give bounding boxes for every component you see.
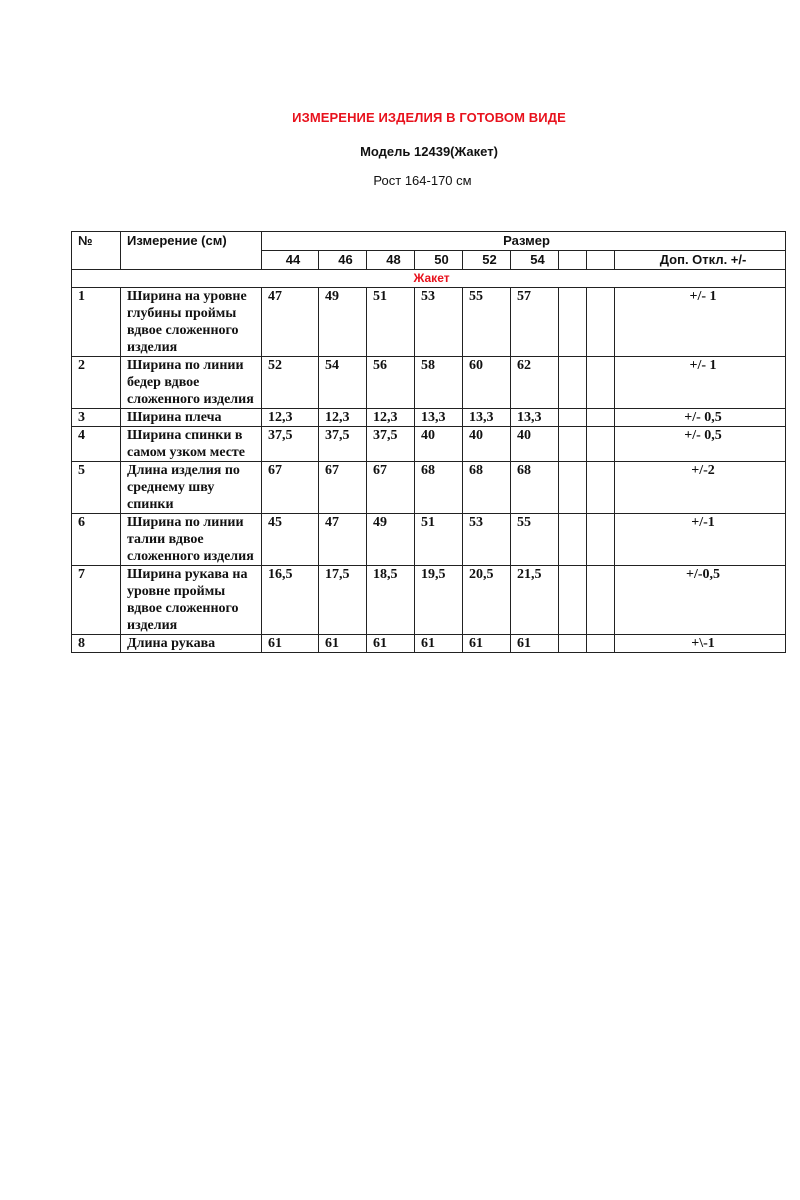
empty-value-cell bbox=[559, 288, 587, 357]
height-label: Рост 164-170 см bbox=[373, 173, 472, 188]
size-48-header: 48 bbox=[367, 251, 415, 270]
size-value-cell: 52 bbox=[262, 357, 319, 409]
measure-name-cell: Ширина на уровне глубины проймы вдвое сложенного изделия bbox=[121, 288, 262, 357]
tolerance-header: Доп. Откл. +/- bbox=[615, 251, 786, 270]
empty-value-cell bbox=[559, 514, 587, 566]
tolerance-cell: +/-2 bbox=[615, 462, 786, 514]
measure-name-cell: Ширина спинки в самом узком месте bbox=[121, 427, 262, 462]
num-header: № bbox=[72, 232, 121, 270]
size-value-cell: 51 bbox=[415, 514, 463, 566]
empty-value-cell bbox=[587, 514, 615, 566]
row-number-cell: 5 bbox=[72, 462, 121, 514]
size-value-cell: 40 bbox=[511, 427, 559, 462]
table-row bbox=[72, 427, 786, 462]
size-value-cell: 20,5 bbox=[463, 566, 511, 635]
size-value-cell: 67 bbox=[262, 462, 319, 514]
row-number-cell: 3 bbox=[72, 409, 121, 427]
table-row bbox=[72, 514, 786, 566]
size-value-cell: 51 bbox=[367, 288, 415, 357]
measurement-table bbox=[71, 231, 786, 653]
size-value-cell: 53 bbox=[463, 514, 511, 566]
size-value-cell: 61 bbox=[367, 635, 415, 653]
document-title: ИЗМЕРЕНИЕ ИЗДЕЛИЯ В ГОТОВОМ ВИДЕ bbox=[292, 110, 566, 125]
size-value-cell: 45 bbox=[262, 514, 319, 566]
size-value-cell: 12,3 bbox=[319, 409, 367, 427]
size-value-cell: 61 bbox=[319, 635, 367, 653]
size-value-cell: 16,5 bbox=[262, 566, 319, 635]
measure-name-cell: Ширина рукава на уровне проймы вдвое сложенного изделия bbox=[121, 566, 262, 635]
size-value-cell: 12,3 bbox=[367, 409, 415, 427]
measure-name-cell: Длина рукава bbox=[121, 635, 262, 653]
table-row bbox=[72, 462, 786, 514]
row-number-cell: 8 bbox=[72, 635, 121, 653]
empty-value-cell bbox=[559, 409, 587, 427]
size-50-header: 50 bbox=[415, 251, 463, 270]
size-44-header: 44 bbox=[262, 251, 319, 270]
size-value-cell: 49 bbox=[319, 288, 367, 357]
measure-name-cell: Длина изделия по среднему шву спинки bbox=[121, 462, 262, 514]
table-row bbox=[72, 409, 786, 427]
size-value-cell: 58 bbox=[415, 357, 463, 409]
size-value-cell: 53 bbox=[415, 288, 463, 357]
size-value-cell: 55 bbox=[511, 514, 559, 566]
empty-value-cell bbox=[559, 635, 587, 653]
size-46-header: 46 bbox=[319, 251, 367, 270]
measure-name-cell: Ширина плеча bbox=[121, 409, 262, 427]
row-number-cell: 6 bbox=[72, 514, 121, 566]
table-row bbox=[72, 635, 786, 653]
measure-header: Измерение (см) bbox=[121, 232, 262, 270]
tolerance-cell: +/- 1 bbox=[615, 357, 786, 409]
header-row-1 bbox=[72, 232, 786, 251]
measure-name-cell: Ширина по линии талии вдвое сложенного изделия bbox=[121, 514, 262, 566]
size-value-cell: 61 bbox=[262, 635, 319, 653]
section-row bbox=[72, 270, 786, 288]
tolerance-cell: +/- 0,5 bbox=[615, 409, 786, 427]
table-row bbox=[72, 357, 786, 409]
empty-size-cell bbox=[559, 251, 587, 270]
size-value-cell: 21,5 bbox=[511, 566, 559, 635]
size-value-cell: 19,5 bbox=[415, 566, 463, 635]
empty-value-cell bbox=[559, 357, 587, 409]
tolerance-cell: +\-1 bbox=[615, 635, 786, 653]
empty-value-cell bbox=[587, 427, 615, 462]
size-value-cell: 37,5 bbox=[319, 427, 367, 462]
row-number-cell: 7 bbox=[72, 566, 121, 635]
empty-value-cell bbox=[559, 566, 587, 635]
size-value-cell: 37,5 bbox=[262, 427, 319, 462]
table-row bbox=[72, 566, 786, 635]
size-value-cell: 13,3 bbox=[463, 409, 511, 427]
size-value-cell: 56 bbox=[367, 357, 415, 409]
empty-value-cell bbox=[587, 288, 615, 357]
measure-name-cell: Ширина по линии бедер вдвое сложенного изделия bbox=[121, 357, 262, 409]
size-value-cell: 47 bbox=[262, 288, 319, 357]
size-54-header: 54 bbox=[511, 251, 559, 270]
section-label: Жакет bbox=[72, 270, 786, 288]
size-value-cell: 17,5 bbox=[319, 566, 367, 635]
empty-value-cell bbox=[559, 427, 587, 462]
size-52-header: 52 bbox=[463, 251, 511, 270]
size-value-cell: 61 bbox=[415, 635, 463, 653]
size-value-cell: 61 bbox=[511, 635, 559, 653]
row-number-cell: 1 bbox=[72, 288, 121, 357]
size-value-cell: 57 bbox=[511, 288, 559, 357]
size-value-cell: 68 bbox=[415, 462, 463, 514]
row-number-cell: 4 bbox=[72, 427, 121, 462]
empty-value-cell bbox=[587, 357, 615, 409]
size-header: Размер bbox=[262, 232, 786, 251]
size-value-cell: 40 bbox=[463, 427, 511, 462]
size-value-cell: 13,3 bbox=[415, 409, 463, 427]
size-value-cell: 55 bbox=[463, 288, 511, 357]
size-value-cell: 67 bbox=[367, 462, 415, 514]
size-value-cell: 37,5 bbox=[367, 427, 415, 462]
empty-value-cell bbox=[587, 409, 615, 427]
row-number-cell: 2 bbox=[72, 357, 121, 409]
size-value-cell: 40 bbox=[415, 427, 463, 462]
size-value-cell: 67 bbox=[319, 462, 367, 514]
empty-value-cell bbox=[587, 462, 615, 514]
size-value-cell: 62 bbox=[511, 357, 559, 409]
tolerance-cell: +/- 1 bbox=[615, 288, 786, 357]
tolerance-cell: +/-1 bbox=[615, 514, 786, 566]
model-label: Модель 12439(Жакет) bbox=[360, 144, 498, 159]
size-value-cell: 61 bbox=[463, 635, 511, 653]
tolerance-cell: +/- 0,5 bbox=[615, 427, 786, 462]
size-value-cell: 68 bbox=[511, 462, 559, 514]
size-value-cell: 12,3 bbox=[262, 409, 319, 427]
size-value-cell: 54 bbox=[319, 357, 367, 409]
empty-value-cell bbox=[559, 462, 587, 514]
size-value-cell: 68 bbox=[463, 462, 511, 514]
empty-size-cell bbox=[587, 251, 615, 270]
tolerance-cell: +/-0,5 bbox=[615, 566, 786, 635]
table-row bbox=[72, 288, 786, 357]
size-value-cell: 47 bbox=[319, 514, 367, 566]
size-value-cell: 49 bbox=[367, 514, 415, 566]
size-value-cell: 18,5 bbox=[367, 566, 415, 635]
empty-value-cell bbox=[587, 566, 615, 635]
size-value-cell: 60 bbox=[463, 357, 511, 409]
empty-value-cell bbox=[587, 635, 615, 653]
size-value-cell: 13,3 bbox=[511, 409, 559, 427]
